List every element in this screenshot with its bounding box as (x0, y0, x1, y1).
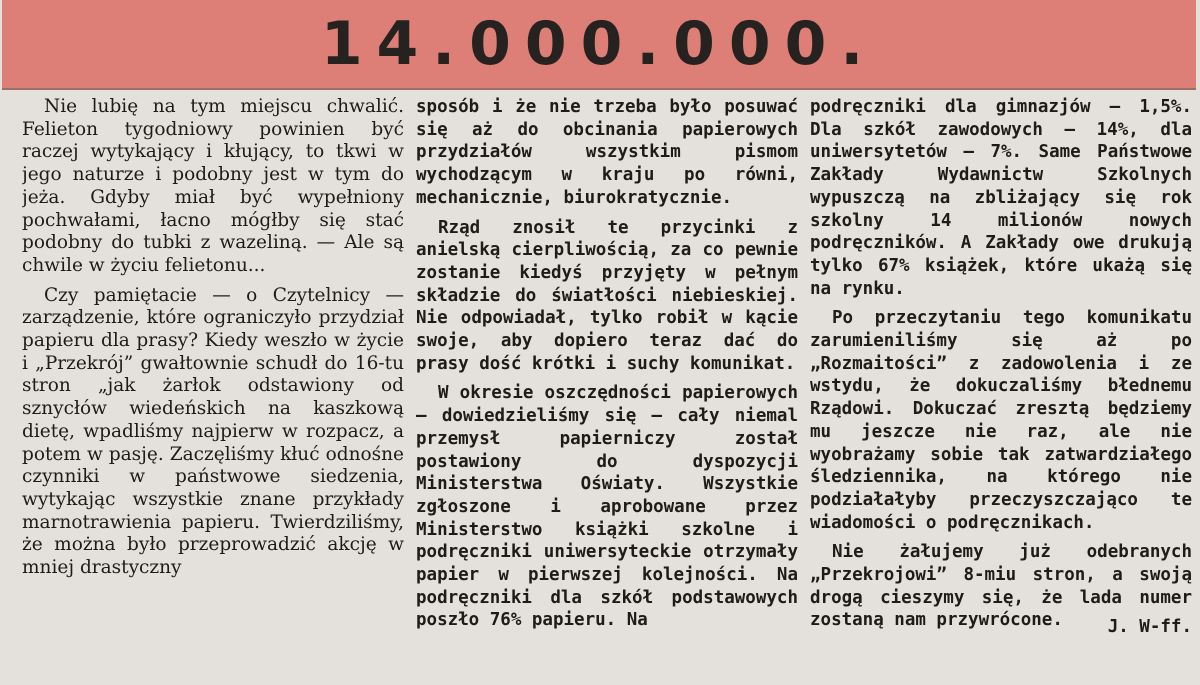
headline: 14.000.000. (320, 9, 878, 79)
author-signature: J. W-ff. (1107, 617, 1192, 638)
paragraph: Czy pamiętacie — o Czytelnicy — zarządzenie, które ograniczyło przydział papieru dla prasy? Kiedy weszło w życie i „Przekrój” gwałtownie schudł do 16-tu stron „jak żarłok odstawiony od sznycłów wiedeńskich na kaszkową dietę, wpadliśmy najpierw w rozpacz, a potem w pasję. Zaczęliśmy kłuć odnośne czynniki w państwowe siedzenia, wytykając wszystkie znane przykłady marnotrawienia papieru. Twierdziliśmy, że można było przeprowadzić akcję w mniej drastyczny (22, 284, 404, 579)
paragraph: Nie żałujemy już odebranych „Przekrojowi” 8-miu stron, a swoją drogą cieszymy się, że lada numer zostaną nam przywrócone. (810, 542, 1192, 631)
paragraph: Po przeczytaniu tego komunikatu zarumieniliśmy się aż po „Rozmaitości” z zadowolenia i ze wstydu, że dokuczaliśmy błednemu Rządowi. Dokuczać zresztą będziemy mu jeszcze nie raz, ale nie wyobrażamy sobie tak zatwardziałego śledziennika, na którego nie podziałałyby przeczyszczająco te wiadomości o podręcznikach. (810, 308, 1192, 533)
article-body (22, 96, 1192, 681)
paragraph: W okresie oszczędności papierowych — dowiedzieliśmy się — cały niemal przemysł papierniczy został postawiony do dyspozycji Ministerstwa Oświaty. Wszystkie zgłoszone i aprobowane przez Ministerstwo książki szkolne i podręczniki uniwersyteckie otrzymały papier w pierwszej kolejności. Na podręczniki dla szkół podstawowych poszło 76% papieru. Na (416, 383, 798, 631)
column-3 (810, 96, 1192, 681)
column-2 (416, 96, 798, 681)
paragraph: Nie lubię na tym miejscu chwalić. Felieton tygodniowy powinien być raczej wytykający i kłujący, to tkwi w jego naturze i podobny jest w tym do jeża. Gdyby miał być wypełniony pochwałami, łacno mógłby się stać podobny do tubki z wazeliną. — Ale są chwile w życiu felietonu... (22, 96, 404, 276)
headline-banner (2, 0, 1196, 90)
column-1 (22, 96, 404, 681)
paragraph: podręczniki dla gimnazjów — 1,5%. Dla szkół zawodowych — 14%, dla uniwersytetów — 7%. Same Państwowe Zakłady Wydawnictw Szkolnych wypuszczą na zbliżający się rok szkolny 14 milionów nowych podręczników. A Zakłady owe drukują tylko 67% książek, które ukażą się na rynku. (810, 97, 1192, 299)
paragraph: sposób i że nie trzeba było posuwać się aż do obcinania papierowych przydziałów wszystkim pismom wychodzącym w kraju po równi, mechanicznie, biurokratycznie. (416, 97, 798, 208)
paragraph: Rząd znosił te przycinki z anielską cierpliwością, za co pewnie zostanie kiedyś przyjęty w pełnym składzie do światłości niebieskiej. Nie odpowiadał, tylko robił w kącie swoje, aby dopiero teraz dać do prasy dość krótki i suchy komunikat. (416, 217, 798, 374)
